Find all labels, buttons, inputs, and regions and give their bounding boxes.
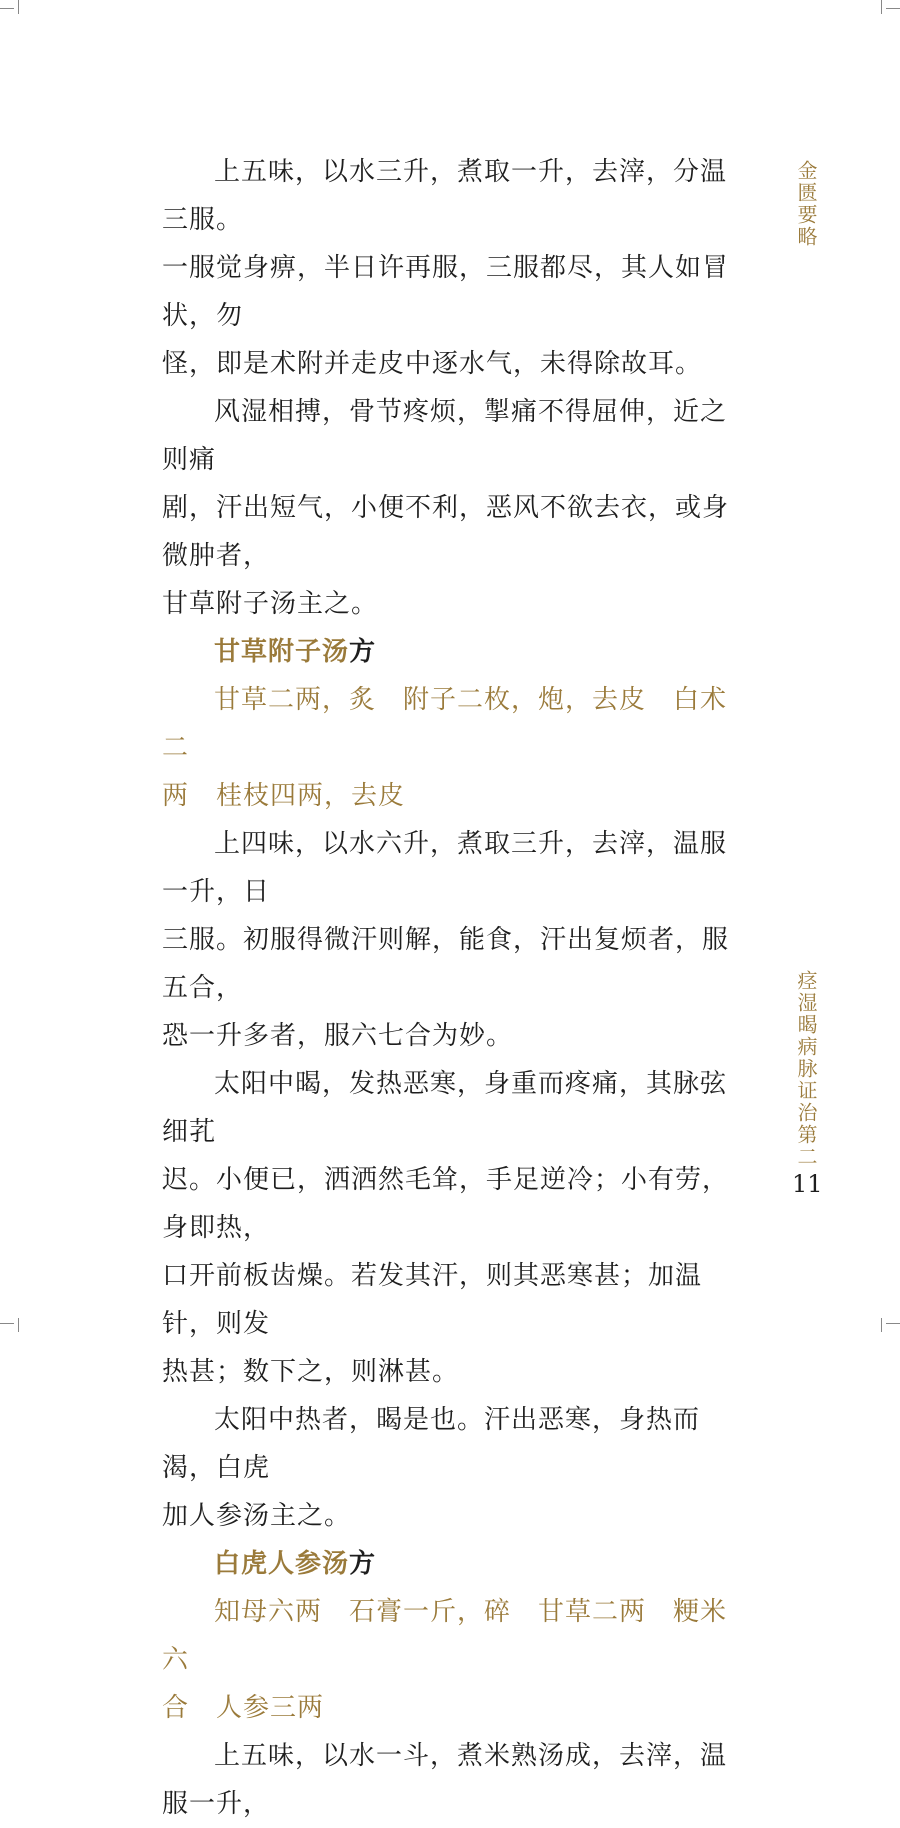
crop-mark-top-right-v <box>881 0 882 14</box>
text-line: 加人参汤主之。 <box>162 1501 352 1531</box>
crop-mark-bottom-right <box>886 1323 900 1324</box>
ingredients-line: 知母六两 石膏一斤，碎 甘草二两 粳米六 <box>162 1597 728 1675</box>
text-line: 上五味，以水一斗，煮米熟汤成，去滓，温服一升， <box>162 1741 728 1819</box>
recipe-title <box>162 1540 752 1588</box>
text-line: 恐一升多者，服六七合为妙。 <box>162 1021 514 1051</box>
recipe-suffix: 方 <box>349 1549 377 1579</box>
ingredients-line: 合 人参三两 <box>162 1693 325 1723</box>
text-line: 怪，即是术附并走皮中逐水气，未得除故耳。 <box>162 349 703 379</box>
recipe-suffix: 方 <box>349 637 377 667</box>
running-head-book-title: 金匮要略 <box>794 160 818 248</box>
crop-mark-top-left <box>0 8 14 9</box>
ingredients-line: 两 桂枝四两，去皮 <box>162 781 406 811</box>
text-line: 上四味，以水六升，煮取三升，去滓，温服一升，日 <box>162 829 728 907</box>
text-line: 一服觉身痹，半日许再服，三服都尽，其人如冒状，勿 <box>162 253 730 331</box>
paragraph <box>162 388 752 628</box>
text-line: 太阳中热者，暍是也。汗出恶寒，身热而渴，白虎 <box>162 1405 701 1483</box>
crop-mark-bottom-left <box>0 1323 14 1324</box>
crop-mark-top-left-v <box>18 0 19 14</box>
paragraph <box>162 820 752 1060</box>
recipe-ingredients <box>162 676 752 820</box>
recipe-title <box>162 628 752 676</box>
text-line: 太阳中暍，发热恶寒，身重而疼痛，其脉弦细芤 <box>162 1069 728 1147</box>
paragraph <box>162 1396 752 1540</box>
text-line: 甘草附子汤主之。 <box>162 589 379 619</box>
ingredients-line: 甘草二两，炙 附子二枚，炮，去皮 白术二 <box>162 685 728 763</box>
recipe-ingredients <box>162 1588 752 1732</box>
crop-mark-bottom-right-v <box>881 1318 882 1332</box>
text-line: 热甚；数下之，则淋甚。 <box>162 1357 460 1387</box>
text-line: 口开前板齿燥。若发其汗，则其恶寒甚；加温针，则发 <box>162 1261 703 1339</box>
text-line: 剧，汗出短气，小便不利，恶风不欲去衣，或身微肿者， <box>162 493 730 571</box>
crop-mark-bottom-left-v <box>18 1318 19 1332</box>
paragraph <box>162 1060 752 1396</box>
running-head-chapter-title: 痉湿暍病脉证治第二 <box>794 970 818 1168</box>
crop-mark-top-right <box>886 8 900 9</box>
main-text-block <box>162 148 752 1828</box>
text-line: 三服。初服得微汗则解，能食，汗出复烦者，服五合， <box>162 925 730 1003</box>
recipe-name: 甘草附子汤 <box>214 637 350 667</box>
page-number: 11 <box>792 1170 823 1198</box>
paragraph <box>162 148 752 388</box>
recipe-name: 白虎人参汤 <box>214 1549 350 1579</box>
text-line: 风湿相搏，骨节疼烦，掣痛不得屈伸，近之则痛 <box>162 397 728 475</box>
text-line: 迟。小便已，洒洒然毛耸，手足逆冷；小有劳，身即热， <box>162 1165 730 1243</box>
text-line: 上五味，以水三升，煮取一升，去滓，分温三服。 <box>162 157 728 235</box>
paragraph <box>162 1732 752 1828</box>
